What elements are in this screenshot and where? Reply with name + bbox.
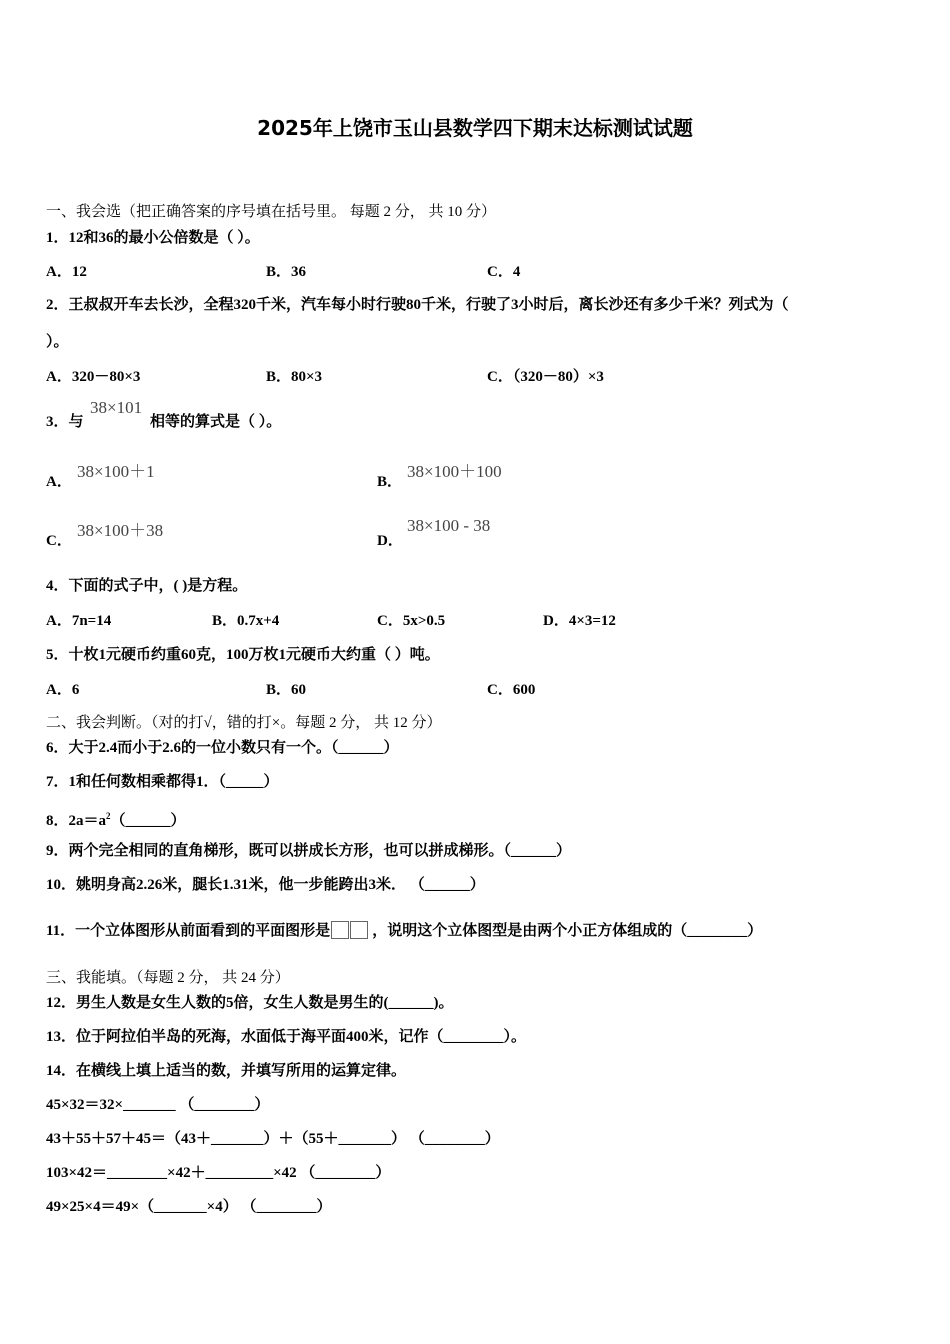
q8-superscript: 2 [106,811,111,821]
q11-text-a: 11．一个立体图形从前面看到的平面图形是 [46,923,331,939]
question-5: 5．十枚1元硬币约重60克，100万枚1元硬币大约重（ ）吨。 [46,647,440,663]
q2-option-b: B．80×3 [266,369,323,385]
page-title: 2025年上饶市玉山县数学四下期末达标测试试题 [257,116,693,140]
q3-option-a-label: A． [46,474,72,490]
q5-option-c: C．600 [487,682,536,698]
question-6: 6．大于2.4而小于2.6的一位小数只有一个。（______） [46,740,399,756]
question-3-suffix: 相等的算式是（ ）。 [150,414,282,430]
q3-option-a-expr: 38×100＋1 [77,462,155,481]
section-2-heading: 二、我会判断。（对的打√，错的打×。每题 2 分， 共 12 分） [46,715,442,731]
q3-option-c-label: C． [46,533,72,549]
q3-option-b-expr: 38×100＋100 [407,462,502,481]
q1-option-a: A．12 [46,264,87,280]
question-2-continued: ）。 [46,334,69,350]
q14-line-2: 43＋55＋57＋45＝（43＋_______）＋（55＋_______） （________） [46,1131,500,1147]
question-1: 1．12和36的最小公倍数是（ ）。 [46,230,260,246]
q2-option-a: A．320－80×3 [46,369,141,385]
q8-text-b: （______） [110,813,186,829]
q4-option-c: C．5x>0.5 [377,613,446,629]
question-14: 14．在横线上填上适当的数，并填写所用的运算定律。 [46,1063,407,1079]
section-1-heading: 一、我会选（把正确答案的序号填在括号里。 每题 2 分， 共 10 分） [46,204,497,220]
question-8 [46,806,186,831]
q4-option-a: A．7n=14 [46,613,112,629]
q1-option-b: B．36 [266,264,307,280]
q3-expression: 38×101 [90,398,143,417]
q14-line-4: 49×25×4＝49×（_______×4） （________） [46,1199,332,1215]
question-2: 2．王叔叔开车去长沙，全程320千米，汽车每小时行驶80千米，行驶了3小时后，离长沙还有多少千米？列式为（ [46,297,789,313]
q4-option-d: D．4×3=12 [543,613,616,629]
q1-option-c: C．4 [487,264,521,280]
q14-line-1: 45×32＝32×_______ （________） [46,1097,270,1113]
question-7: 7．1和任何数相乘都得1．（_____） [46,774,279,790]
section-3-heading: 三、我能填。（每题 2 分， 共 24 分） [46,970,290,986]
two-squares-figure [331,921,371,939]
q3-option-d-expr: 38×100 - 38 [407,516,491,535]
question-10: 10．姚明身高2.26米，腿长1.31米，他一步能跨出3米． （______） [46,877,485,893]
question-3-prefix: 3．与 [46,414,84,430]
question-11 [46,921,762,941]
question-12: 12．男生人数是女生人数的5倍，女生人数是男生的(______)。 [46,995,454,1011]
q11-text-b: ，说明这个立体图型是由两个小正方体组成的（________） [372,923,763,939]
q3-option-d-label: D． [377,533,403,549]
q14-line-3: 103×42＝________×42＋_________×42 （________） [46,1165,391,1181]
q8-text-a: 8．2a＝a [46,813,107,829]
q5-option-a: A．6 [46,682,80,698]
q2-option-c: C．（320－80）×3 [487,369,604,385]
question-13: 13．位于阿拉伯半岛的死海，水面低于海平面400米，记作（________）。 [46,1029,527,1045]
q3-option-b-label: B． [377,474,403,490]
q3-option-c-expr: 38×100＋38 [77,521,164,540]
q5-option-b: B．60 [266,682,307,698]
question-9: 9．两个完全相同的直角梯形，既可以拼成长方形，也可以拼成梯形。（______） [46,843,572,859]
question-4: 4．下面的式子中，( )是方程。 [46,578,248,594]
q4-option-b: B．0.7x+4 [212,613,280,629]
